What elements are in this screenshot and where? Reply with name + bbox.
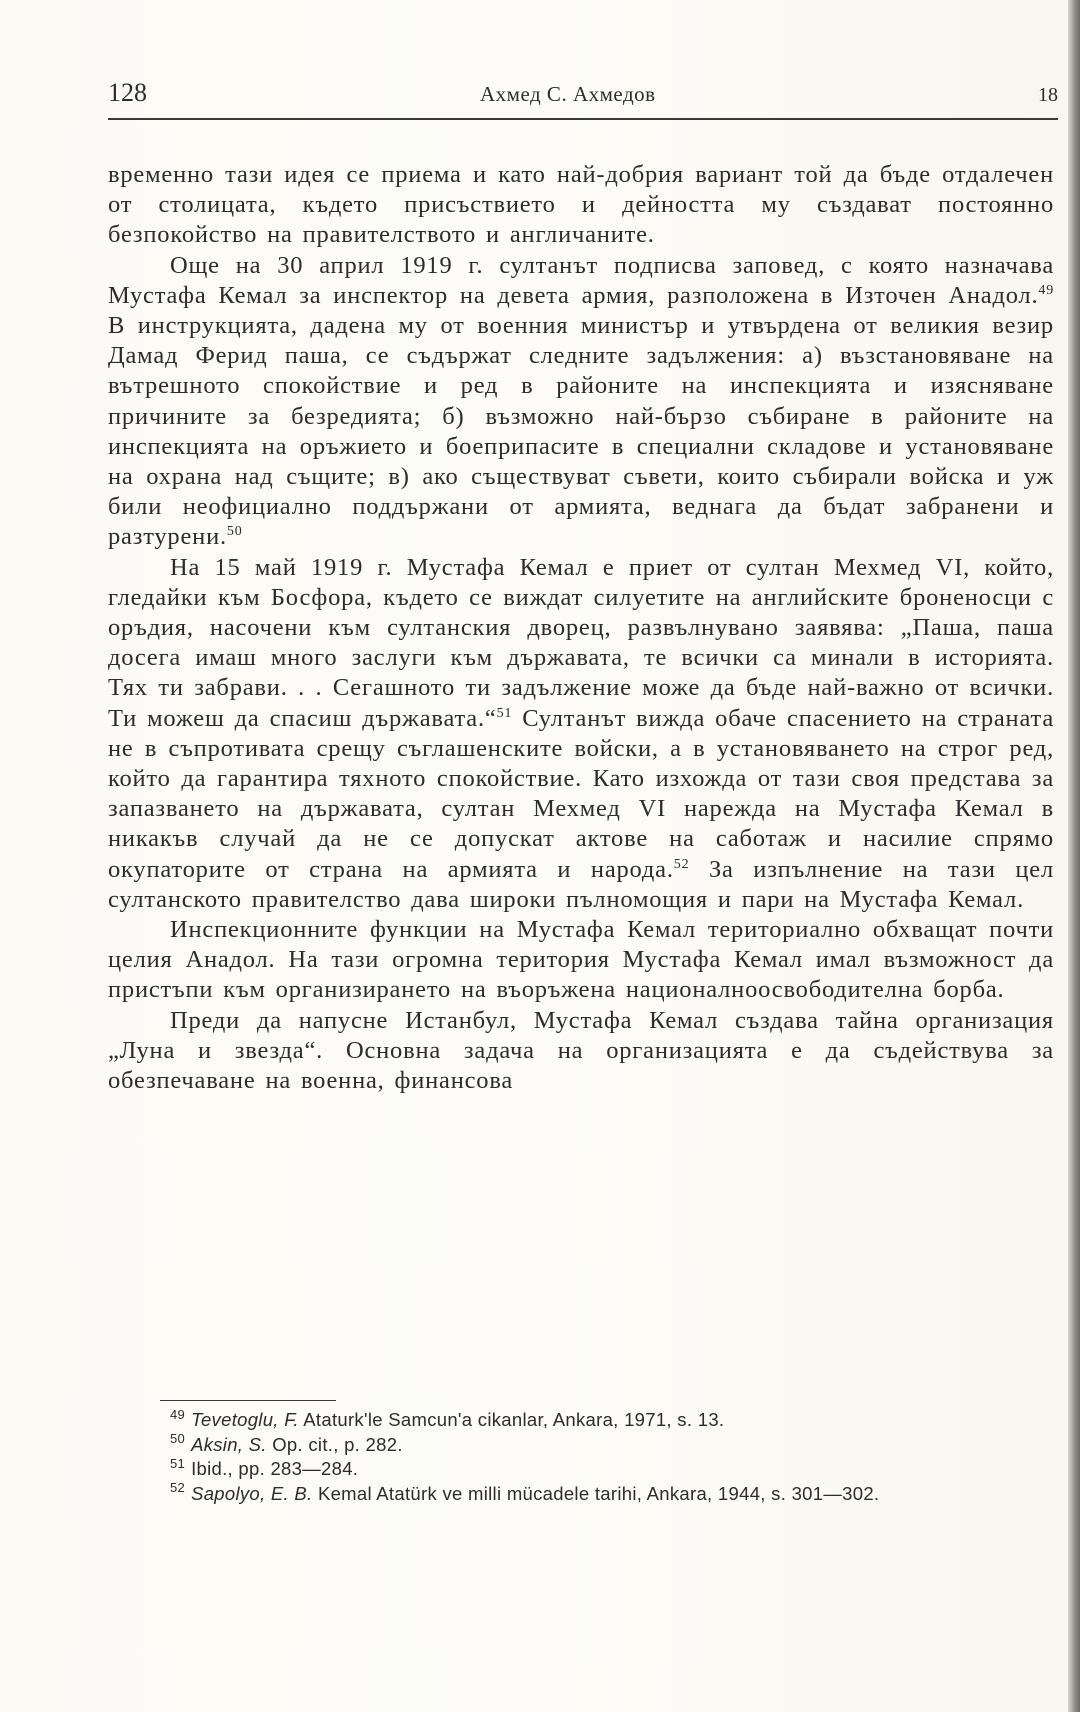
running-head: Ахмед С. Ахмедов [480,82,656,106]
footnote-number: 49 [170,1406,186,1422]
paragraph [108,160,1054,251]
paragraph-text: За изпълнение на тази цел султанското правителство дава широки пълномощия и пари на Мустафа Кемал. [108,855,1054,913]
page-header [108,74,1058,114]
paragraph-text: Инспекционните функции на Мустафа Кемал териториално обхващат почти целия Анадол. На тази огромна територия Мустафа Кемал имал възможност да пристъпи към организирането на въоръжена националноосвободителна борба. [108,916,1054,1004]
footnote-ref[interactable]: 50 [226,524,243,540]
paragraph [108,1006,1054,1097]
page-edge [1068,0,1080,1712]
footnote-author: Aksin, S. [191,1433,267,1455]
paragraph-text: Преди да напусне Истанбул, Мустафа Кемал създава тайна организация „Луна и звезда“. Основна задача на организацията е да съдействува за обезпечаване на военна, финансова [108,1006,1054,1095]
footnote-ref[interactable]: 49 [1038,282,1054,298]
footnote [108,1457,1054,1482]
paragraph-text: временно тази идея се приема и като най-добрия вариант той да бъде отдалечен от столицата, където присъствието и дейността му създават постоянно безпокойство на правителството и англичаните. [108,161,1054,249]
footnote-author: Sapolyo, E. B. [191,1482,313,1504]
footnote-ref[interactable]: 51 [496,705,513,721]
footnote-text: Ibid., pp. 283—284. [191,1458,359,1479]
footnotes [108,1408,1054,1506]
page-number: 128 [108,78,147,107]
footnote-number: 52 [170,1480,186,1496]
paragraph [108,553,1054,915]
paragraph [108,915,1054,1006]
footnote-author: Tevetoglu, F. [191,1409,299,1430]
footnote-text: Ataturk'le Samcun'a cikanlar, Ankara, 1971, s. 13. [298,1409,725,1430]
paragraph-text: Още на 30 април 1919 г. султанът подписва заповед, с която назначава Мустафа Кемал за инспектор на девета армия, разположена в Източен Анадол. [108,251,1054,309]
footnote-text: Kemal Atatürk ve milli mücadele tarihi, Ankara, 1944, s. 301—302. [312,1482,880,1504]
footnote [108,1433,1054,1458]
footnote-number: 50 [170,1431,186,1447]
footnote-ref[interactable]: 52 [673,856,690,872]
paragraph [108,251,1054,553]
paragraph-text: На 15 май 1919 г. Мустафа Кемал е приет от султан Мехмед VI, който, гледайки към Босфора, където се виждат силуетите на английските броненосци с оръдия, насочени към султанския дворец, развълнувано заявява: „Паша, паша досега имаш много заслуги към държавата, те всички са минали в историята. Тях ти забрави. . . Сегашното ти задължение може да бъде най-важно от всички. Ти можеш да спасиш държавата.“ [108,553,1054,732]
paragraph-text: В инструкцията, дадена му от военния министър и утвърдена от великия везир Дамад Ферид паша, се съдържат следните задължения: а) възстановяване на вътрешното спокойствие и ред в районите на инспекцията и изясняване причините за безредията; б) възможно най-бързо събиране в районите на инспекцията на оръжието и боеприпасите в специални складове и установяване на охрана над същите; в) ако съществуват съвети, които събирали войска и уж били неофициално поддържани от армията, веднага да бъдат забранени и разтурени. [108,312,1054,551]
footnote-number: 51 [170,1455,186,1471]
footnote-rule [160,1400,336,1401]
footnote [108,1482,1054,1507]
signature-mark: 18 [1038,84,1058,106]
body-text [108,160,1054,1096]
footnote [108,1408,1054,1433]
paragraph-text: Султанът вижда обаче спасението на страната не в съпротивата срещу съглашенските войски, а в установяването на строг ред, който да гарантира тяхното спокойствие. Като изхожда от тази своя представа за запазването на държавата, султан Мехмед VI нарежда на Мустафа Кемал в никакъв случай да не се допускат актове на саботаж и насилие спрямо окупаторите от страна на армията и народа. [108,704,1054,883]
header-rule [108,118,1058,120]
footnote-text: Op. cit., p. 282. [266,1433,403,1455]
